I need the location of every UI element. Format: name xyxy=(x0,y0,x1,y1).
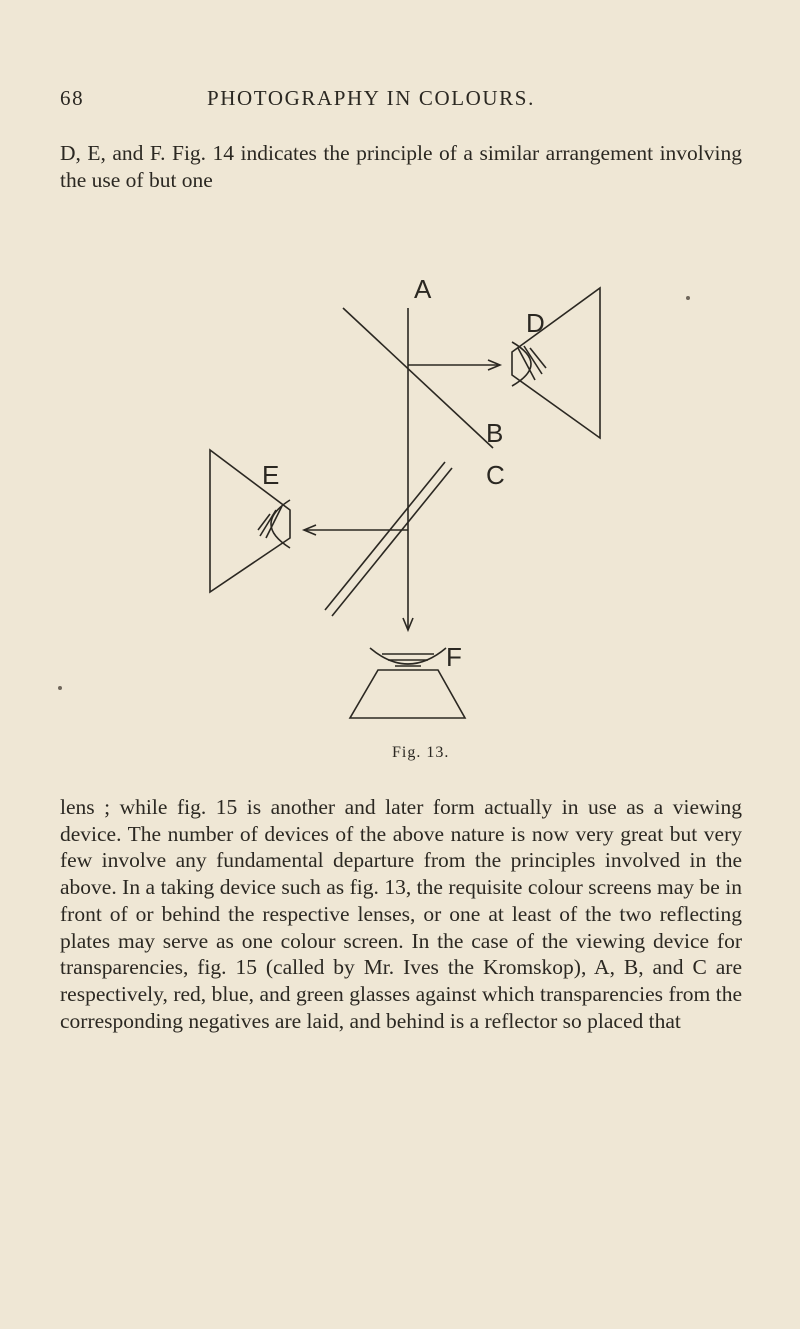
camera-f-body xyxy=(350,670,465,718)
paper-speck xyxy=(686,296,690,300)
page-number: 68 xyxy=(60,86,85,110)
optical-diagram xyxy=(190,270,630,720)
paragraph-top: D, E, and F. Fig. 14 indicates the principle of a similar arrangement involving the use of but one xyxy=(60,141,742,192)
lens-d xyxy=(512,342,531,386)
lens-f xyxy=(370,648,446,664)
label-c: C xyxy=(486,460,505,490)
label-a: A xyxy=(414,274,432,304)
running-head: PHOTOGRAPHY IN COLOURS. xyxy=(207,86,535,110)
reflector-c-outer xyxy=(325,462,445,610)
page-header xyxy=(60,86,760,116)
label-e: E xyxy=(262,460,280,490)
paper-speck xyxy=(58,686,62,690)
label-f: F xyxy=(446,642,462,672)
figure-caption: Fig. 13. xyxy=(392,744,450,761)
paragraph-main: lens ; while fig. 15 is another and later form actually in use as a viewing device. The number of devices of the above nature is now very great but very few involve any fundamental departure from the principles involved in the above. In a taking device such as fig. 13, the requisite colour screens may be in front of or behind the respective lenses, or one at least of the two reflecting plates may serve as one colour screen. In the case of the viewing device for transparencies, fig. 15 (called by Mr. Ives the Kromskop), A, B, and C are respectively, red, blue, and green glasses against which transparencies from the corresponding negatives are laid, and behind is a reflector so placed that xyxy=(60,795,742,1033)
reflector-c-inner xyxy=(332,468,452,616)
figure-13-diagram xyxy=(190,270,630,720)
reflector-b xyxy=(343,308,493,448)
label-b: B xyxy=(486,418,504,448)
label-d: D xyxy=(526,308,545,338)
